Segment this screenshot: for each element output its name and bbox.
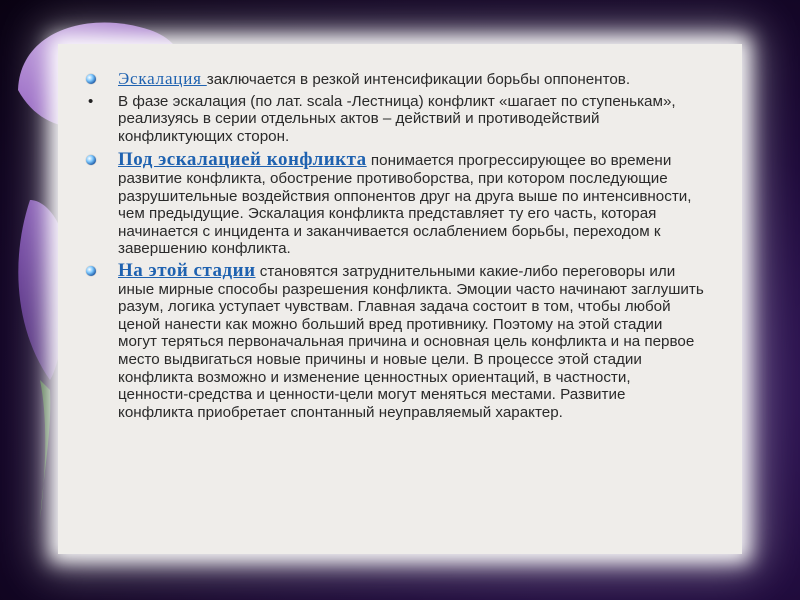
item-text: становятся затруднительными какие-либо переговоры или иные мирные способы разрешения конфликта. Эмоции часто начинают заглушить разум, логика уступает чувствам. Главная задача состоит в том, чтобы любой ценой нанести как можно больший вред противнику. Поэтому на этой стадии могут теряться первоначальная причина и основная цель конфликта и на первое место выдвигаться новые причины и новые цели. В процессе этой стадии конфликта возможно и изменение ценностных ориентаций, в частности, ценности-средства и ценности-цели могут меняться местами. Развитие конфликта приобретает спонтанный неуправляемый характер. <box>118 262 704 421</box>
blue-orb-bullet-icon <box>86 266 96 276</box>
term-conflict-escalation: Под эскалацией конфликта <box>118 149 367 171</box>
list-item <box>84 93 704 146</box>
item-text: понимается прогрессирующее во времени развитие конфликта, обострение противоборства, при котором последующие разрушительные воздействия оппонентов друг на друга выше по интенсивности, чем предыдущие. Эскалация конфликта представляет ту его часть, которая начинается с инцидента и заканчивается ослаблением борьбы, переходом к завершению конфликта. <box>118 152 692 258</box>
term-this-stage: На этой стадии <box>118 259 256 281</box>
list-item <box>84 259 704 421</box>
slide-content <box>84 70 704 425</box>
list-item <box>84 70 704 89</box>
flower-stem <box>40 380 50 520</box>
item-text: В фазе эскалация (по лат. scala -Лестница) конфликт «шагает по ступенькам», реализуясь в серии отдельных актов – действий и противодействий конфликтующих сторон. <box>118 92 676 145</box>
list-item <box>84 151 704 258</box>
term-escalation: Эскалация <box>118 69 207 88</box>
blue-orb-bullet-icon <box>86 155 96 165</box>
blue-orb-bullet-icon <box>86 74 96 84</box>
dot-bullet-icon: • <box>88 92 94 110</box>
item-text: заключается в резкой интенсификации борьбы оппонентов. <box>206 71 631 88</box>
